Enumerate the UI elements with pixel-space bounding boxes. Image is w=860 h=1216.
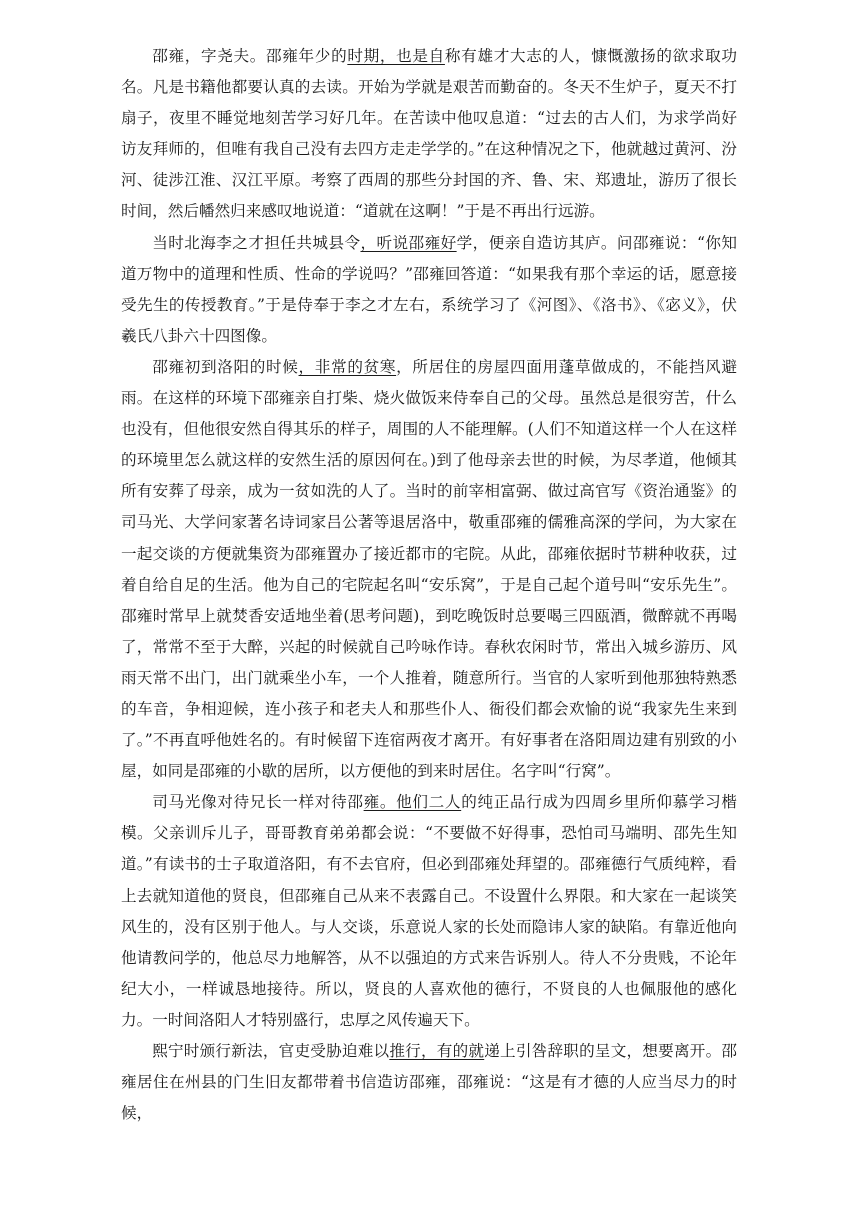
text-run: 称有雄才大志的人，慷慨激扬的欲求取功名。凡是书籍他都要认真的去读。开始为学就是艰苦而勤奋的。冬天不生炉子，夏天不打扇子，夜里不睡觉地刻苦学习好几年。在苦读中他叹息道：“过去的古人们，为求学尚好访友拜师的，但唯有我自己没有去四方走走学学的。”在这种情况之下，他就越过黄河、汾河、徒涉江淮、汉江平原。考察了西周的那些分封国的齐、鲁、宋、郑遗址，游历了很长时间，然后幡然归来感叹地说道：“道就在这啊！”于是不再出行远游。 [121, 47, 737, 221]
paragraph [121, 228, 737, 352]
text-run: 学，便亲自造访其庐。问邵雍说：“你知道万物中的道理和性质、性命的学说吗？”邵雍回答道：“如果我有那个幸运的话，愿意接受先生的传授教育。”于是侍奉于李之才左右，系统学习了《河图》、《洛书》、《宓义》，伏羲氏八卦六十四图像。 [121, 233, 737, 345]
text-run: 司马光像对待兄长一样对待邵 [152, 793, 364, 812]
underlined-text-run: 推行，有的就 [389, 1042, 485, 1060]
text-run: 邵雍初到洛阳的时候 [152, 357, 299, 376]
text-run: 邵雍，字尧夫。邵雍年少的 [152, 47, 348, 65]
underlined-text-run: ，非常的贫寒 [298, 357, 397, 376]
underlined-text-run: ，听说邵雍好 [360, 233, 457, 252]
text-run: 熙宁时颁行新法，官吏受胁迫难以 [152, 1042, 390, 1060]
underlined-text-run: 雍。他们二人 [363, 793, 462, 812]
document-body [121, 41, 737, 1129]
text-run: 的纯正品行成为四周乡里所仰慕学习楷模。父亲训斥儿子，哥哥教育弟弟都会说：“不要做不好得事，恐怕司马端明、邵先生知道。”有读书的士子取道洛阳，有不去官府，但必到邵雍处拜望的。邵雍德行气质纯粹，看上去就知道他的贤良，但邵雍自己从来不表露自己。不设置什么界限。和大家在一起谈笑风生的，没有区别于他人。与人交谈，乐意说人家的长处而隐讳人家的缺陷。有靠近他向他请教问学的，他总尽力地解答，从不以强迫的方式来告诉别人。待人不分贵贱，不论年纪大小，一样诚恳地接待。所以，贤良的人喜欢他的德行，不贤良的人也佩服他的感化力。一时间洛阳人才特别盛行，忠厚之风传遍天下。 [121, 793, 737, 1029]
paragraph [121, 1036, 737, 1129]
underlined-text-run: 时期，也是自 [347, 47, 445, 65]
text-run: 递上引咎辞职的呈文，想要离开。邵雍居住在州县的门生旧友都带着书信造访邵雍，邵雍说：“这是有才德的人应当尽力的时候， [121, 1042, 737, 1123]
paragraph [121, 41, 737, 228]
paragraph [121, 787, 737, 1036]
paragraph [121, 352, 737, 787]
text-run: ，所居住的房屋四面用蓬草做成的，不能挡风避雨。在这样的环境下邵雍亲自打柴、烧火做饭来侍奉自己的父母。虽然总是很穷苦，什么也没有，但他很安然自得其乐的样子，周围的人不能理解。(人们不知道这样一个人在这样的环境里怎么就这样的安然生活的原因何在。)到了他母亲去世的时候，为尽孝道，他倾其所有安葬了母亲，成为一贫如洗的人了。当时的前宰相富弼、做过高官写《资治通鉴》的司马光、大学问家著名诗词家吕公著等退居洛中，敬重邵雍的儒雅高深的学问，为大家在一起交谈的方便就集资为邵雍置办了接近都市的宅院。从此，邵雍依据时节耕种收获，过着自给自足的生活。他为自己的宅院起名叫“安乐窝”，于是自己起个道号叫“安乐先生”。邵雍时常早上就焚香安适地坐着(思考问题)，到吃晚饭时总要喝三四瓯酒，微醉就不再喝了，常常不至于大醉，兴起的时候就自己吟咏作诗。春秋农闲时节，常出入城乡游历、风雨天常不出门，出门就乘坐小车，一个人推着，随意所行。当官的人家听到他那独特熟悉的车音，争相迎候，连小孩子和老夫人和那些仆人、衙役们都会欢愉的说“我家先生来到了。”不再直呼他姓名的。有时候留下连宿两夜才离开。有好事者在洛阳周边建有别致的小屋，如同是邵雍的小歇的居所，以方便他的到来时居住。名字叫“行窝”。 [121, 357, 737, 781]
text-run: 当时北海李之才担任共城县令 [152, 233, 361, 252]
